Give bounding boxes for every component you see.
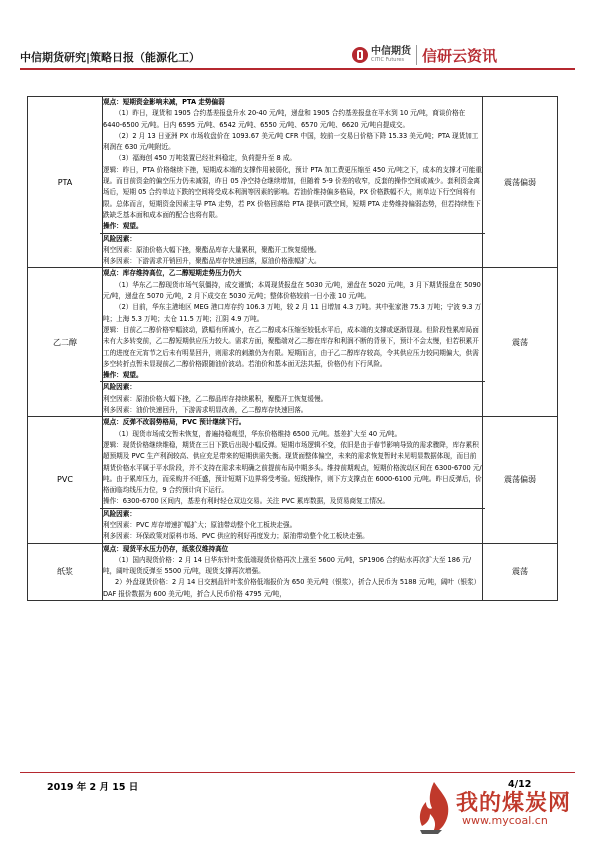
- page-number: 4/12: [508, 779, 532, 790]
- paragraph: 观点：反弹不改弱势格局，PVC 预计继续下行。: [103, 418, 246, 427]
- header-rule: [20, 68, 575, 70]
- paragraph: （2）2 月 13 日亚洲 PX 市场收盘价在 1093.67 美元/吨 CFR 中国，较前一交易日价格下降 15.33 美元/吨；PTA 现货加工利润在 630 元/吨附近。: [103, 131, 479, 152]
- paragraph: 操作：观望。: [103, 371, 143, 380]
- flame-logo-icon: [412, 780, 456, 836]
- report-header-title: 中信期货研究|策略日报（能源化工）: [20, 51, 201, 64]
- outlook-view: 震荡: [483, 543, 558, 600]
- watermark-url: www.mycoal.cn: [462, 814, 548, 827]
- commodity-name: 纸浆: [28, 543, 103, 600]
- commodity-analysis: [103, 543, 483, 600]
- commodity-name: PVC: [28, 417, 103, 543]
- paragraph: 利空因素：原油价格大幅下挫，乙二醇品库存持续累积，聚酯开工恢复缓慢。: [103, 394, 328, 403]
- paragraph: 逻辑：目前乙二醇价格窄幅波动，跌幅有所减小，在乙二醇成本压缩至较低水平后，成本端的支撑或逐渐显现。但阶段性累库局面未有大多转变前，乙二醇短期供应压力较大。需求方面，聚酯端对乙二醇在库存和利润不断的背景下，预计不会太慢，但若积累开工的进度在元宵节之后未有明显回升，则需求的刺激仍为有限。短期而言，由于乙二醇库存较高，令其供应压力较同期偏大，供需多空转折点暂未显现前乙二醇价格跟随油价波动。若油价和基本面无法共振，价格仍有下行风险。: [103, 325, 479, 368]
- outlook-view: 震荡偏弱: [483, 417, 558, 543]
- outlook-view: 震荡: [483, 268, 558, 417]
- table-row: [28, 417, 558, 543]
- commodity-analysis: [103, 268, 483, 417]
- paragraph: （1）国内现货价格：2 月 14 日华东针叶浆低端现货价格再次上涨至 5600 元/吨，SP1906 合约贴水再次扩大至 186 元/吨，阔叶现货反弹至 5500 元/吨，现货支撑再次增强。: [103, 555, 472, 576]
- watermark-title: 我的煤炭网: [456, 791, 572, 816]
- paragraph: 观点：现货平水压力仍存，纸浆仅维持高位: [103, 544, 229, 553]
- paragraph: （1）现货市场成交暂未恢复，普遍持稳观望，华东价格维持 6500 元/吨。基差扩大至 40 元/吨。: [115, 429, 402, 438]
- footer-rule: [20, 772, 575, 773]
- logo-cn: 中信期货: [371, 46, 411, 57]
- paragraph: 利多因素：下游需求开销回升，聚酯品库存快速回落，原油价格涨幅扩大。: [103, 257, 321, 266]
- table-row: [28, 97, 558, 268]
- paragraph: 风险因素：: [103, 234, 136, 243]
- commodity-name: 乙二醇: [28, 268, 103, 417]
- paragraph: 逻辑：现货价格继续维稳，期货在三日下跌后出现小幅反弹。短期市场逻辑不变，依旧是由于春节影响导致的需求骤降，库存累积超预期及 PVC 生产利润较高、供应充足带来的短期供需失衡。现货面整体偏空，未来的需求恢复暂时未见明显数据体现，而目前期货价格水平属于平水阶段，并不支持在需求未明确之前提前布局中期多头。维持前期观点，短期价格波动区间在 6300-6700 元/吨。由于累库压力，而采购并不旺盛，预计短期下边界将受考验。短线操作，则下方支撑点在 6000-6100 元/吨。昨日反弹后，价格面临均线压力位，9 合约预计向下运行。: [103, 440, 482, 495]
- paragraph: 操作：6300-6700 区间内，基差有利时轻仓双边交易。关注 PVC 累库数据，及贸易商复工情况。: [103, 497, 390, 506]
- commodity-analysis: [103, 417, 483, 543]
- strategy-table: [27, 96, 558, 601]
- paragraph: 风险因素：: [103, 383, 136, 392]
- outlook-view: 震荡偏弱: [483, 97, 558, 268]
- paragraph: 操作：观望。: [103, 222, 143, 231]
- paragraph: 逻辑：昨日，PTA 价格继续下挫，短期成本端的支撑作用被弱化，预计 PTA 加工费更压缩至 450 元/吨之下，成本的支撑才可能重现。而目前资金的偏空压力仍未减弱，昨日 05 净空持仓继续增加，但随着 5-9 价差的收窄，反套的操作空间或减少。套利资金离场后，短期 05 合约单边下跌的空间将受成本利润等因素的影响。若油价维持偏多格局，PX 价格跌幅不大，则单边下行空间将有限。总体而言，短期资金因素主导 PTA 走势，若 PX 价格回落给 PTA 提供可跌空间，短期 PTA 走势维持偏弱态势，但若持续性下跌缺乏基本面和成本面的配合也将有限。: [103, 165, 482, 219]
- mycoal-watermark: [412, 778, 582, 838]
- logo-divider: [416, 45, 417, 65]
- paragraph: （1）昨日，现货和 1905 合约基差报盘升水 20-40 元/吨，递盘和 1905 合约基差报盘在平水到 10 元/吨，商谈价格在 6440-6500 元/吨。日内 6595 元/吨、6542 元/吨、6550 元/吨、6570 元/吨、6620 元/吨自提成交。: [103, 109, 466, 129]
- report-date: 2019 年 2 月 15 日: [47, 782, 139, 793]
- paragraph: 利多因素：环保政策对原料市场、PVC 供应的利好再度发力；原油带动整个化工板块走强。: [103, 532, 369, 541]
- logo-en: CITIC Futures: [371, 57, 405, 63]
- citic-logo: [352, 43, 497, 67]
- paragraph: 观点：库存维持高位，乙二醇短期走势压力仍大: [103, 269, 242, 278]
- table-row: [28, 543, 558, 600]
- paragraph: （1）华东乙二醇现货市场气氛僵持，成交谨慎；本周现货报盘在 5030 元/吨，递盘在 5020 元/吨，3 月下期货报盘在 5090 元/吨，递盘在 5070 元/吨，2 月下成交在 5030 元/吨；整体价格较前一日小涨 10 元/吨。: [103, 280, 481, 301]
- paragraph: （3）福海创 450 万吨装置已经社料稳定，负荷提升至 8 成。: [115, 154, 297, 163]
- paragraph: 利空因素：PVC 库存增速扩幅扩大；原油带动整个化工板块走强。: [103, 520, 297, 529]
- paragraph: 利空因素：原油价格大幅下挫，聚酯品库存大量累积，聚酯开工恢复缓慢。: [103, 245, 321, 254]
- paragraph: （2）目前，华东主港地区 MEG 港口库存约 106.3 万吨，较 2 月 11 日增加 4.3 万吨。其中张家港 75.3 万吨；宁波 9.3 万吨；上海 5.3 万吨；太仓 11.5 万吨；江阴 4.9 万吨。: [103, 303, 482, 323]
- paragraph: 利多因素：油价快速回升，下游需求明显改善，乙二醇库存快速回落。: [103, 406, 308, 415]
- paragraph: 观点：短期资金影响未减，PTA 走势偏弱: [103, 98, 225, 106]
- logo-brand: 信研云资讯: [422, 46, 498, 65]
- paragraph: 风险因素：: [103, 509, 136, 518]
- table-row: [28, 268, 558, 417]
- commodity-analysis: [103, 97, 483, 268]
- paragraph: 2）外盘现货价格：2 月 14 日交割品针叶浆价格低端报价为 650 美元/吨（银浆），折合人民币为 5188 元/吨，阔叶（银浆）DAF 报价数据为 600 美元/吨，折合人民币价格 4795 元/吨，: [103, 578, 481, 598]
- citic-logo-icon: [352, 47, 368, 63]
- commodity-name: PTA: [28, 97, 103, 268]
